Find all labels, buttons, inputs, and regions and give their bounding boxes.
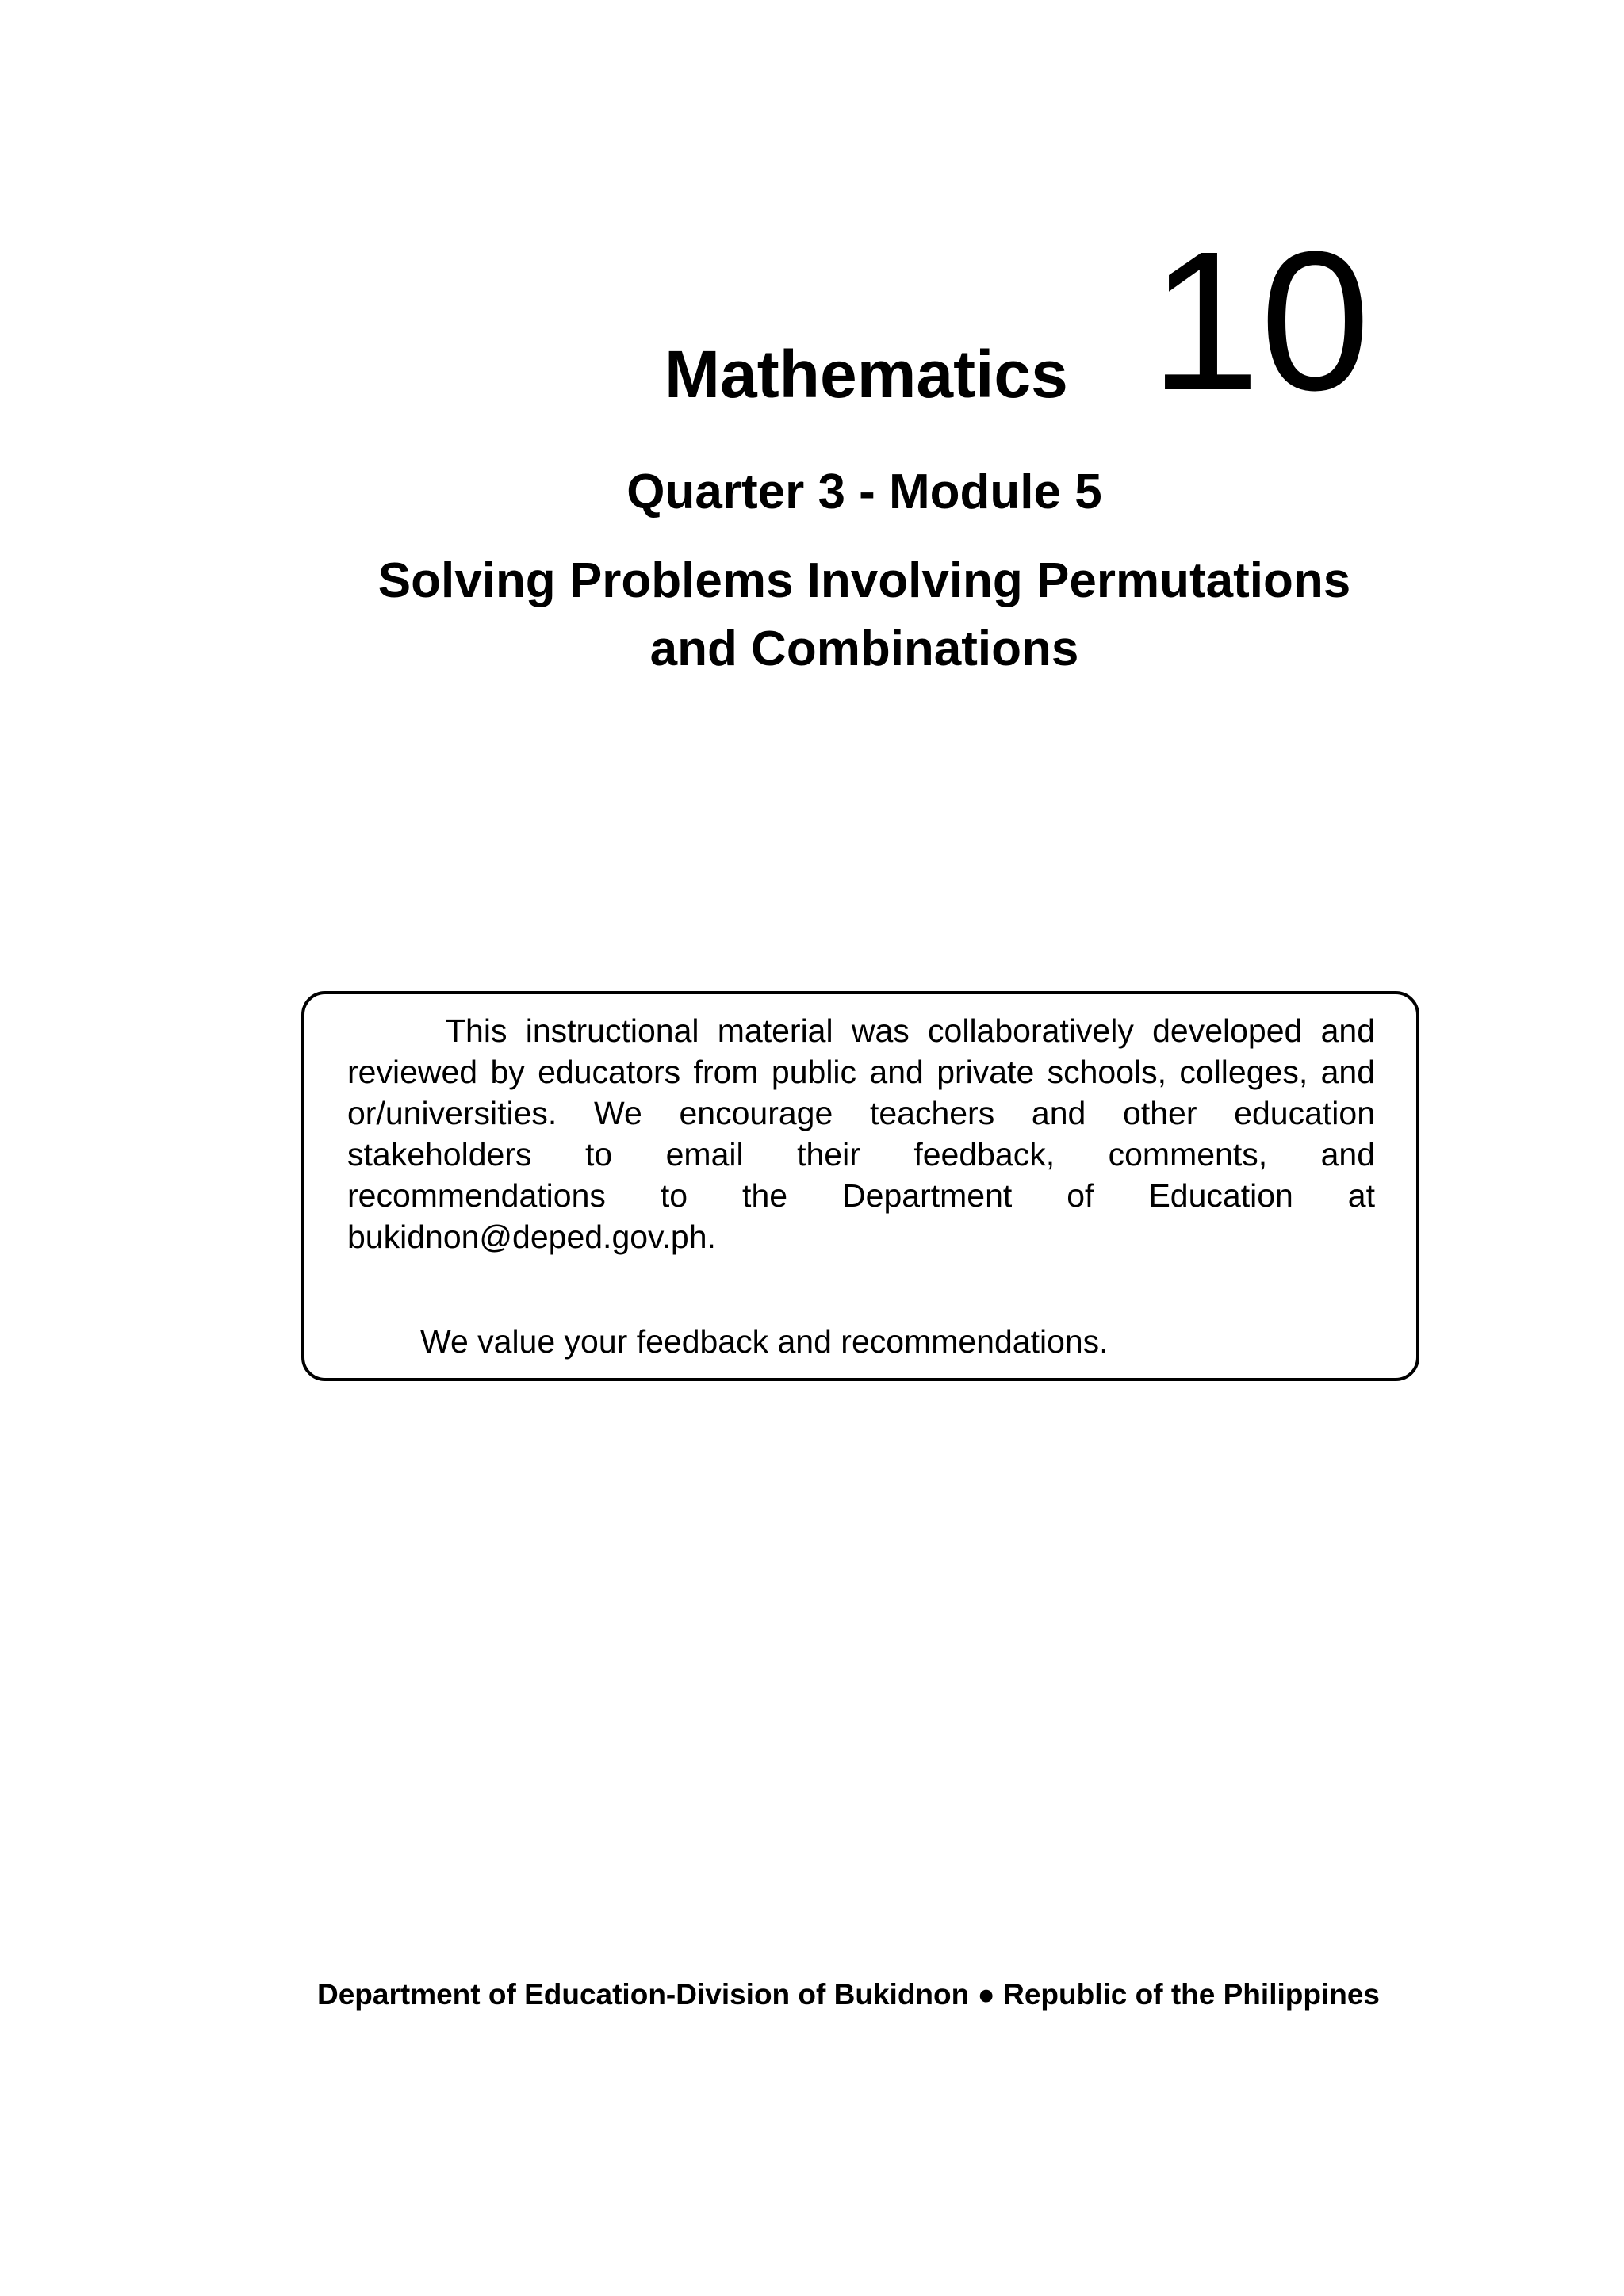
grade-number: 10 (1150, 210, 1371, 431)
subject-title: Mathematics (665, 337, 1068, 411)
module-title-line-1: Solving Problems Involving Permutations (377, 553, 1351, 608)
publisher-footer: Department of Education-Division of Bukidnon ● Republic of the Philippines (317, 1978, 1380, 2011)
module-title (0, 547, 1624, 683)
notice-body-text: This instructional material was collaboratively developed and reviewed by educators from public and private schools, colleges, and or/universities. We encourage teachers and other education stakeholders to email their feedback, comments, and recommendations to the Department of Education at bukidnon@deped.gov.ph. (347, 1012, 1375, 1255)
quarter-module-label: Quarter 3 - Module 5 (626, 465, 1102, 519)
notice-thanks-text: We value your feedback and recommendations. (420, 1323, 1109, 1360)
module-title-line-2: and Combinations (649, 622, 1079, 676)
title-row (0, 210, 1624, 431)
feedback-notice-box (301, 991, 1419, 1381)
